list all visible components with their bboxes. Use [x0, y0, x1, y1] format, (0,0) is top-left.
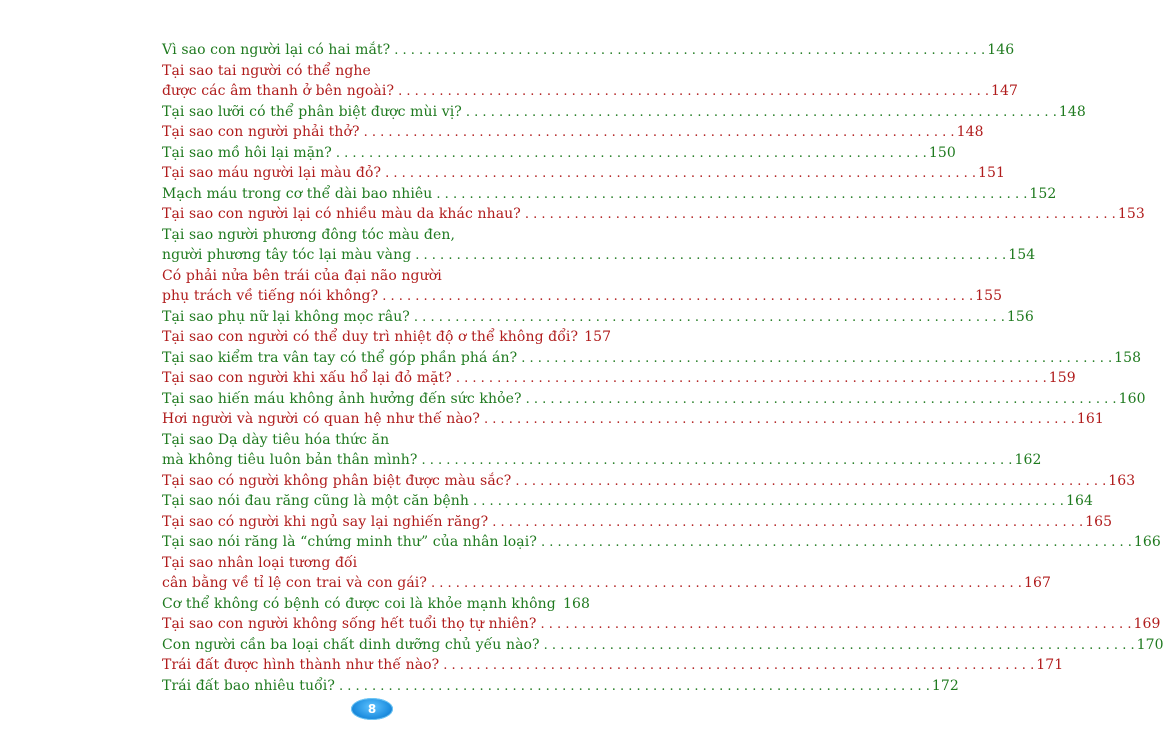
toc-entry-page: 164 [1065, 493, 1093, 509]
toc-entry [162, 122, 984, 143]
toc-entry-page: 160 [1118, 390, 1146, 407]
toc-entry-last-line [162, 532, 1161, 553]
table-of-contents [162, 40, 1164, 696]
toc-entry [162, 368, 1076, 389]
toc-entry-line [162, 430, 590, 451]
dot-leader [515, 472, 1106, 493]
toc-entry-title: Tại sao kiểm tra vân tay có thể góp phần phá án? [162, 349, 518, 366]
toc-entry-page: 166 [1133, 534, 1161, 550]
toc-entry-page: 148 [956, 124, 984, 140]
toc-entry-title: Vì sao con người lại có hai mắt? [162, 42, 391, 58]
toc-entry-page: 155 [975, 288, 1003, 304]
toc-entry-page: 153 [1117, 206, 1145, 222]
dot-leader [456, 369, 1047, 390]
dot-leader [436, 185, 1027, 206]
toc-entry-title: Tại sao nhân loại tương đối [162, 554, 358, 571]
toc-entry [162, 389, 1146, 410]
toc-entry-title: Có phải nửa bên trái của đại não người [162, 267, 442, 284]
toc-entry-title: Tại sao con người lại có nhiều màu da khác nhau? [162, 206, 521, 222]
toc-entry-title: Tại sao mồ hôi lại mặn? [162, 144, 332, 161]
toc-entry-title: Con người cần ba loại chất dinh dưỡng chủ yếu nào? [162, 636, 540, 653]
toc-entry [162, 327, 612, 348]
toc-entry-title: Tại sao hiến máu không ảnh hưởng đến sức khỏe? [162, 390, 522, 407]
toc-entry-last-line [162, 594, 590, 615]
toc-entry-page: 151 [978, 165, 1006, 181]
toc-entry-last-line [162, 450, 1042, 471]
dot-leader [382, 287, 973, 308]
toc-entry [162, 266, 1003, 307]
dot-leader [525, 205, 1116, 226]
dot-leader [415, 246, 1006, 267]
page-number-badge [351, 698, 393, 720]
toc-entry-last-line [162, 327, 612, 348]
toc-entry-last-line [162, 655, 1064, 676]
toc-entry-page: 162 [1014, 452, 1042, 468]
dot-leader [466, 103, 1057, 124]
toc-entry-title: Tại sao có người không phân biệt được màu sắc? [162, 472, 512, 489]
dot-leader [544, 636, 1135, 657]
toc-entry-page: 165 [1085, 513, 1113, 530]
toc-entry [162, 655, 1064, 676]
toc-entry-page: 163 [1108, 472, 1136, 489]
toc-entry-last-line [162, 40, 1015, 61]
toc-entry-last-line [162, 491, 1093, 512]
toc-entry [162, 676, 959, 697]
toc-entry [162, 61, 1019, 102]
toc-entry-page: 167 [1023, 575, 1051, 591]
toc-entry-last-line [162, 348, 1142, 369]
toc-entry [162, 614, 1161, 635]
dot-leader [385, 164, 976, 185]
toc-entry-title: Tại sao con người khi xấu hổ lại đỏ mặt? [162, 370, 452, 386]
toc-entry [162, 512, 1113, 533]
toc-entry [162, 635, 1164, 656]
toc-entry-title: người phương tây tóc lại màu vàng [162, 247, 412, 263]
toc-entry [162, 204, 1145, 225]
toc-entry-title: Tại sao máu người lại màu đỏ? [162, 165, 382, 181]
toc-entry [162, 163, 1006, 184]
toc-entry-title: Tại sao con người phải thở? [162, 124, 360, 140]
toc-entry-title: Mạch máu trong cơ thể dài bao nhiêu [162, 185, 433, 202]
toc-entry-last-line [162, 81, 1019, 102]
dot-leader [414, 308, 1005, 329]
toc-entry-last-line [162, 204, 1145, 225]
toc-entry [162, 184, 1057, 205]
toc-entry [162, 532, 1161, 553]
toc-entry [162, 409, 1104, 430]
toc-entry-last-line [162, 245, 1036, 266]
toc-entry-title: Tại sao Dạ dày tiêu hóa thức ăn [162, 431, 390, 448]
toc-entry-last-line [162, 409, 1104, 430]
toc-entry-last-line [162, 307, 1034, 328]
toc-entry-last-line [162, 184, 1057, 205]
toc-entry-page: 161 [1076, 411, 1104, 427]
toc-entry [162, 471, 1136, 492]
toc-entry-last-line [162, 122, 984, 143]
dot-leader [521, 349, 1112, 370]
toc-entry [162, 143, 956, 164]
toc-entry-line [162, 61, 590, 82]
toc-entry-title: Trái đất được hình thành như thế nào? [162, 657, 440, 673]
dot-leader [526, 390, 1117, 411]
toc-entry-page: 172 [931, 677, 959, 694]
toc-entry-last-line [162, 471, 1136, 492]
dot-leader [473, 492, 1064, 513]
toc-entry-title: Tại sao nói đau răng cũng là một căn bệnh [162, 493, 470, 509]
dot-leader [431, 574, 1022, 595]
toc-entry-page: 154 [1008, 247, 1036, 263]
toc-entry-title: Tại sao lưỡi có thể phân biệt được mùi vị? [162, 103, 462, 120]
toc-entry-page: 171 [1036, 657, 1064, 673]
toc-entry-title: Tại sao con người không sống hết tuổi thọ tự nhiên? [162, 616, 537, 632]
toc-entry [162, 348, 1142, 369]
toc-entry-line [162, 266, 590, 287]
dot-leader [492, 513, 1083, 534]
toc-entry-last-line [162, 614, 1161, 635]
toc-entry-title: Tại sao con người có thể duy trì nhiệt độ ơ thể không đổi? [162, 329, 579, 345]
dot-leader [560, 595, 561, 616]
toc-entry-title: Cơ thể không có bệnh có được coi là khỏe mạnh không [162, 595, 556, 612]
toc-entry-title: Tại sao tai người có thể nghe [162, 62, 371, 79]
toc-entry-last-line [162, 389, 1146, 410]
toc-entry [162, 491, 1093, 512]
dot-leader [336, 144, 927, 165]
toc-entry-last-line [162, 143, 956, 164]
toc-entry-line [162, 553, 590, 574]
dot-leader [394, 41, 985, 62]
toc-entry-last-line [162, 368, 1076, 389]
dot-leader [484, 410, 1075, 431]
toc-entry-line [162, 225, 590, 246]
toc-entry-last-line [162, 635, 1164, 656]
toc-entry-last-line [162, 676, 959, 697]
toc-entry-last-line [162, 163, 1006, 184]
toc-entry-page: 146 [987, 42, 1015, 58]
dot-leader [339, 677, 930, 698]
dot-leader [541, 615, 1132, 636]
toc-entry-title: Trái đất bao nhiêu tuổi? [162, 677, 335, 694]
toc-entry-title: mà không tiêu luôn bản thân mình? [162, 452, 418, 468]
toc-entry-title: được các âm thanh ở bên ngoài? [162, 83, 395, 99]
dot-leader [443, 656, 1034, 677]
toc-entry-page: 148 [1058, 103, 1086, 120]
toc-entry-last-line [162, 102, 1086, 123]
toc-entry [162, 40, 1015, 61]
toc-entry-title: Hơi người và người có quan hệ như thế nào? [162, 411, 480, 427]
toc-entry-title: Tại sao phụ nữ lại không mọc râu? [162, 308, 410, 325]
toc-entry-page: 159 [1048, 370, 1076, 386]
toc-entry-page: 156 [1006, 308, 1034, 325]
toc-entry-last-line [162, 286, 1003, 307]
toc-entry-page: 152 [1029, 185, 1057, 202]
toc-entry-page: 158 [1114, 349, 1142, 366]
toc-entry-page: 168 [562, 595, 590, 612]
toc-entry-title: Tại sao nói răng là “chứng minh thư” của nhân loại? [162, 534, 537, 550]
toc-entry-page: 170 [1136, 636, 1164, 653]
toc-entry-page: 169 [1133, 616, 1161, 632]
toc-entry-last-line [162, 512, 1113, 533]
toc-entry-page: 147 [991, 83, 1019, 99]
dot-leader [541, 533, 1132, 554]
toc-entry-page: 150 [928, 144, 956, 161]
toc-entry [162, 553, 1051, 594]
toc-entry [162, 307, 1034, 328]
toc-entry [162, 594, 590, 615]
toc-entry-title: cân bằng về tỉ lệ con trai và con gái? [162, 575, 427, 591]
toc-entry-title: Tại sao người phương đông tóc màu đen, [162, 226, 455, 243]
dot-leader [422, 451, 1013, 472]
toc-entry-title: Tại sao có người khi ngủ say lại nghiến răng? [162, 513, 489, 530]
dot-leader [364, 123, 955, 144]
page-number: 8 [367, 702, 377, 716]
dot-leader [398, 82, 989, 103]
toc-entry [162, 225, 1036, 266]
toc-entry [162, 102, 1086, 123]
toc-entry-page: 157 [584, 329, 612, 345]
toc-entry-last-line [162, 573, 1051, 594]
toc-entry [162, 430, 1042, 471]
toc-entry-title: phụ trách về tiếng nói không? [162, 288, 379, 304]
